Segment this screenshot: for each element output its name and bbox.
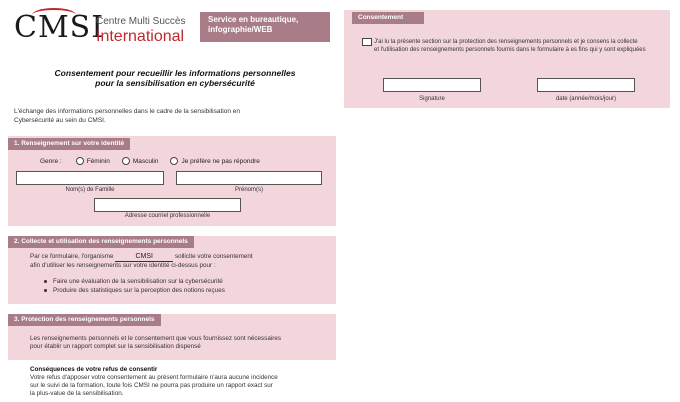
consent-line2: et l'utilisation des renseignements personnels fournis dans le formulaire à es fins qui y sont expliquées: [374, 47, 646, 53]
radio-no-answer[interactable]: [170, 157, 259, 165]
refusal-section: [30, 366, 330, 398]
list-item: [44, 286, 324, 295]
first-name-label: Prénom(s): [234, 187, 263, 193]
list-item: [44, 277, 324, 286]
radio-feminin[interactable]: [76, 157, 110, 165]
refusal-line3: la plus-value de la sensibilisation.: [30, 390, 124, 397]
consent-header: Consentement: [352, 12, 424, 24]
organization-name: CMSI: [115, 253, 173, 262]
section-identity-header: 1. Renseignement sur votre identité: [8, 138, 130, 150]
consent-line1: J'ai lu la présente section sur la protection des renseignements personnels et je consens la collecte: [374, 39, 638, 45]
first-name-field[interactable]: [176, 171, 322, 185]
radio-circle[interactable]: [76, 157, 84, 165]
refusal-line1: Votre refus d'apposer votre consentement au présent formulaire n'aura aucune incidence: [30, 374, 278, 381]
title-line2: pour la sensibilisation en cybersécurité: [95, 78, 255, 88]
date-label: date (année/mois/jour): [555, 96, 617, 102]
section-protection-header: 3. Protection des renseignements personnels: [8, 314, 161, 326]
intro-line2: Cybersécurité au sein du CMSI.: [14, 116, 106, 124]
logo-word: CMSI: [14, 10, 105, 45]
service-badge: [200, 12, 330, 42]
collection-text: [30, 253, 320, 270]
last-name-field[interactable]: [16, 171, 164, 185]
radio-masculin-label: Masculin: [132, 157, 159, 165]
intro-line1: L'échange des informations personnelles dans le cadre de la sensibilisation en: [14, 108, 240, 115]
radio-feminin-label: Féminin: [86, 157, 110, 165]
consent-text: [374, 38, 666, 54]
collection-text-b: sollicite votre consentement: [174, 253, 253, 260]
date-field[interactable]: [537, 78, 635, 92]
bullet-icon: [44, 289, 47, 292]
protection-text: [30, 335, 330, 351]
bullet-text: Produire des statistiques sur la perception des notions reçues: [53, 287, 225, 294]
bullet-text: Faire une évaluation de la sensibilisation sur la cybersécurité: [53, 278, 223, 285]
genre-label: Genre :: [40, 157, 62, 165]
last-name-label: Nom(s) de Famille: [65, 187, 115, 193]
title-line1: Consentement pour recueillir les informations personnelles: [54, 68, 296, 78]
collection-bullets: [44, 277, 324, 295]
signature-label: Signature: [419, 96, 445, 102]
collection-text-a: Par ce formulaire, l'organisme: [30, 253, 114, 260]
email-field[interactable]: [94, 198, 241, 212]
logo-subtitle: International: [96, 28, 185, 45]
radio-circle[interactable]: [122, 157, 130, 165]
section-collection-header: 2. Collecte et utilisation des renseignements personnels: [8, 236, 194, 248]
signature-field[interactable]: [383, 78, 481, 92]
radio-circle[interactable]: [170, 157, 178, 165]
page-title: [30, 68, 320, 88]
protection-line1: Les renseignements personnels et le consentement que vous fournissez sont nécessaires: [30, 335, 281, 342]
genre-row: [40, 157, 266, 165]
logo: [14, 8, 194, 48]
bullet-icon: [44, 280, 47, 283]
consent-checkbox[interactable]: [362, 38, 372, 46]
refusal-title: Conséquences de votre refus de consentir: [30, 366, 158, 373]
collection-text-c: afin d'utiliser les renseignements sur votre identité ci-dessus pour :: [30, 262, 216, 269]
logo-tagline: Centre Multi Succès: [96, 16, 186, 27]
radio-no-answer-label: Je préfère ne pas répondre: [181, 157, 260, 165]
consent-panel: [344, 10, 670, 108]
radio-masculin[interactable]: [122, 157, 159, 165]
email-label: Adresse courriel professionnelle: [124, 213, 211, 219]
service-line2: infographie/WEB: [208, 25, 273, 34]
service-line1: Service en bureautique,: [208, 15, 299, 24]
protection-line2: pour établir un rapport complet sur la sensibilisation dispensé: [30, 343, 201, 350]
intro-text: [14, 108, 274, 125]
refusal-line2: sur le suivi de la formation, toute fois CMSI ne pourra pas produire un rapport exact sur: [30, 382, 273, 389]
